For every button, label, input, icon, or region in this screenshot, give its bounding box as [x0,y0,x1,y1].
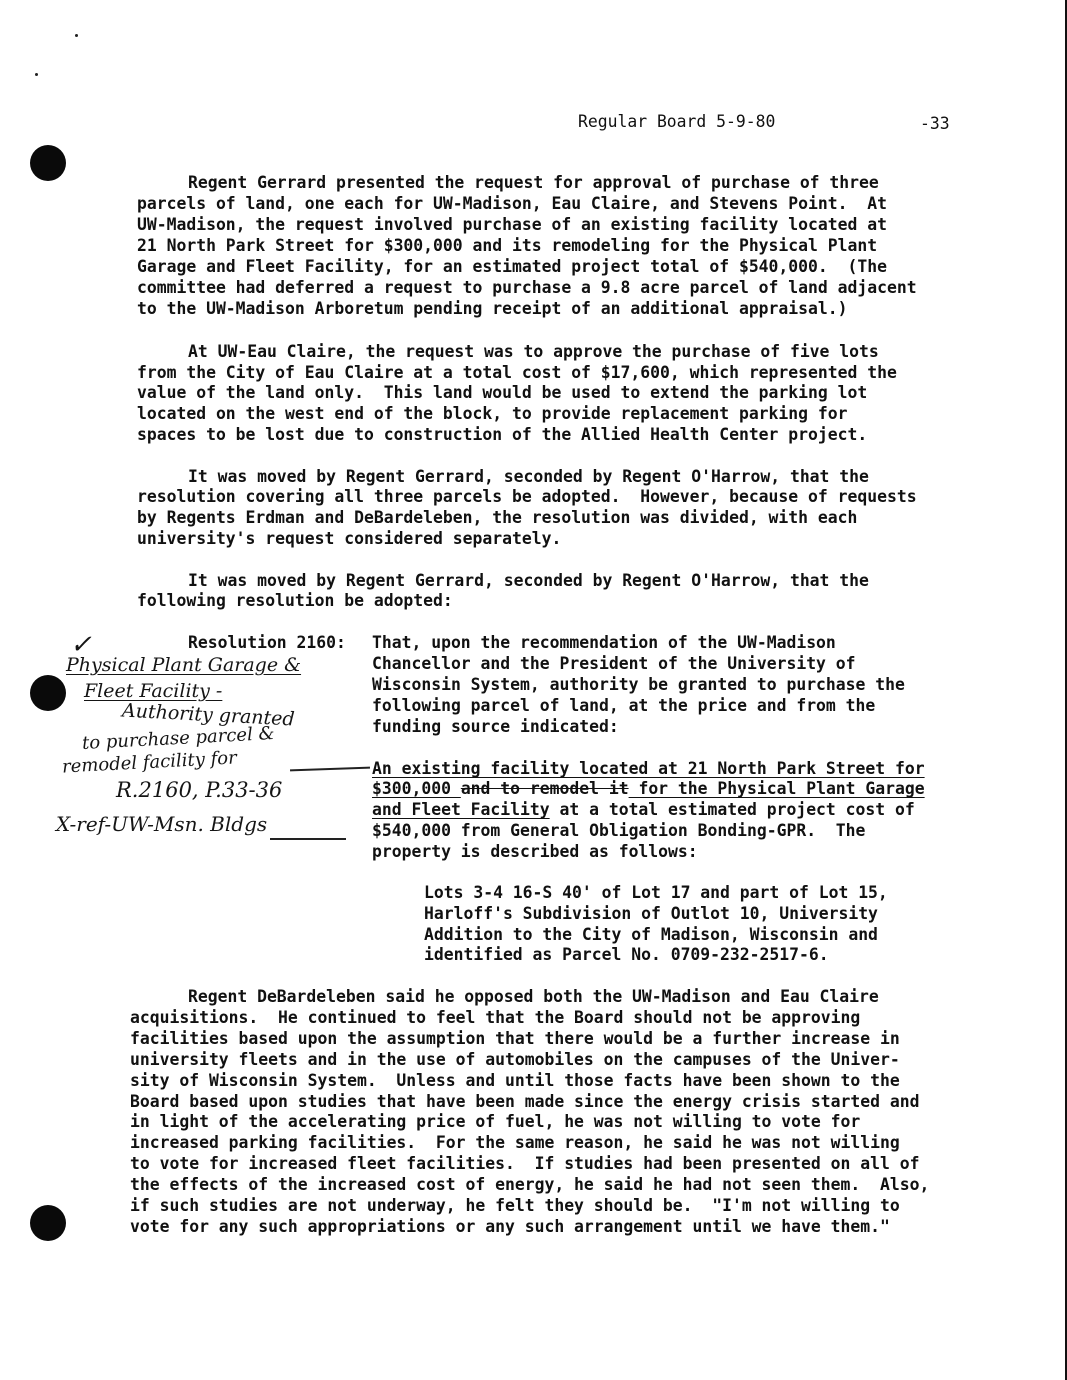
text-line: Wisconsin System, authority be granted to purchase the [372,675,905,694]
handwritten-check: ✓ [70,630,92,660]
text-line: to vote for increased fleet facilities. If studies had been presented on all of [130,1154,920,1173]
text-line: Regent DeBardeleben said he opposed both the UW-Madison and Eau Claire [188,987,879,1006]
text-line: spaces to be lost due to construction of the Allied Health Center project. [137,425,868,444]
text-line: following resolution be adopted: [137,591,453,610]
handwritten-line: X-ref-UW-Msn. Bldgs [56,812,268,836]
text-line: It was moved by Regent Gerrard, seconded by Regent O'Harrow, that the [188,467,869,486]
text-line: UW-Madison, the request involved purchase of an existing facility located at [137,215,887,234]
text-fragment: at a total estimated project cost of [549,800,915,819]
lot-description: Harloff's Subdivision of Outlot 10, University [424,904,878,923]
text-line: following parcel of land, at the price and from the [372,696,876,715]
text-line: university's request considered separately. [137,529,562,548]
handwritten-line: Physical Plant Garage & [66,654,302,676]
handwritten-line: remodel facility for [61,747,238,778]
text-line: Regent Gerrard presented the request for approval of purchase of three [188,173,879,192]
handwritten-line: R.2160, P.33-36 [116,778,283,802]
struck-text: and to remodel it [460,779,629,798]
text-line: by Regents Erdman and DeBardeleben, the resolution was divided, with each [137,508,858,527]
scan-speck [75,34,78,37]
text-line: facilities based upon the assumption that there would be a further increase in [130,1029,900,1048]
facility-line-1: An existing facility located at 21 North Park Street for [372,759,925,778]
facility-price: $300,000 [372,779,461,798]
text-line: Chancellor and the President of the University of [372,654,856,673]
text-line: from the City of Eau Claire at a total cost of $17,600, which represented the [137,363,897,382]
text-line: in light of the accelerating price of fuel, he was not willing to vote for [130,1112,861,1131]
text-line: sity of Wisconsin System. Unless and until those facts have been shown to the [130,1071,900,1090]
text-line: the effects of the increased cost of energy, he said he had not seen them. Also, [130,1175,930,1194]
text-line: if such studies are not underway, he felt they should be. "I'm not willing to [130,1196,900,1215]
text-line: vote for any such appropriations or any such arrangement until we have them." [130,1217,890,1236]
text-line: funding source indicated: [372,717,619,736]
facility-purpose: for the Physical Plant Garage [628,779,925,798]
text-line: parcels of land, one each for UW-Madison, Eau Claire, and Stevens Point. At [137,194,887,213]
text-line: resolution covering all three parcels be adopted. However, because of requests [137,487,917,506]
annotation-underline [270,838,346,840]
scan-speck [35,73,38,76]
text-line: That, upon the recommendation of the UW-Madison [372,633,836,652]
text-line: located on the west end of the block, to provide replacement parking for [137,404,848,423]
facility-name: and Fleet Facility [372,800,550,819]
handwritten-line: to purchase parcel & [81,722,276,755]
page-number: -33 [920,114,950,133]
resolution-label: Resolution 2160: [188,633,346,652]
text-line: university fleets and in the use of automobiles on the campuses of the Univer- [130,1050,900,1069]
text-line: committee had deferred a request to purchase a 9.8 acre parcel of land adjacent [137,278,917,297]
text-line: property is described as follows: [372,842,698,861]
header-title: Regular Board 5-9-80 [578,112,776,131]
punch-hole [30,145,66,181]
text-line: value of the land only. This land would be used to extend the parking lot [137,383,868,402]
lot-description: identified as Parcel No. 0709-232-2517-6. [424,945,829,964]
punch-hole [30,675,66,711]
punch-hole [30,1205,66,1241]
text-line: Garage and Fleet Facility, for an estimated project total of $540,000. (The [137,257,887,276]
handwritten-line: Authority granted [121,699,296,731]
text-line: It was moved by Regent Gerrard, seconded by Regent O'Harrow, that the [188,571,869,590]
text-line: $540,000 from General Obligation Bonding-GPR. The [372,821,866,840]
facility-line-2 [372,779,925,800]
lot-description: Lots 3-4 16-S 40' of Lot 17 and part of Lot 15, [424,883,888,902]
text-line: acquisitions. He continued to feel that the Board should not be approving [130,1008,861,1027]
facility-line-3 [372,800,915,821]
text-line: increased parking facilities. For the same reason, he said he was not willing [130,1133,900,1152]
lot-description: Addition to the City of Madison, Wisconsin and [424,925,878,944]
text-line: to the UW-Madison Arboretum pending receipt of an additional appraisal.) [137,299,848,318]
text-line: Board based upon studies that have been made since the energy crisis started and [130,1092,920,1111]
text-line: At UW-Eau Claire, the request was to approve the purchase of five lots [188,342,879,361]
text-line: 21 North Park Street for $300,000 and its remodeling for the Physical Plant [137,236,878,255]
annotation-connector [290,767,370,771]
handwritten-line: Fleet Facility - [84,680,223,702]
